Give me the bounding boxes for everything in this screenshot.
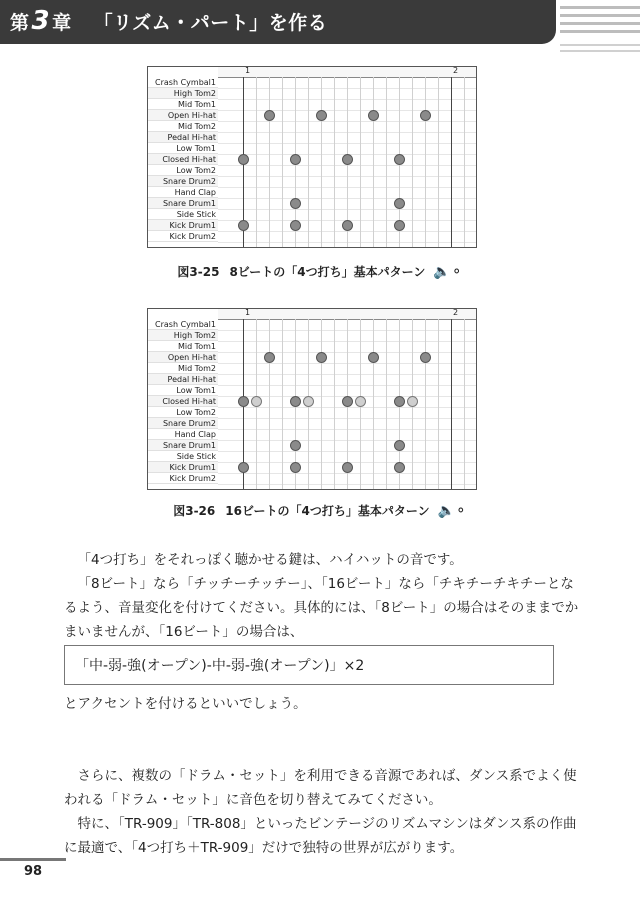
paragraph-5: 特に、「TR-909」「TR-808」といったビンテージのリズムマシンはダンス系の作曲に最適で、「4つ打ち＋TR-909」だけで独特の世界が広がります。 bbox=[64, 816, 577, 856]
instrument-label: High Tom2 bbox=[148, 88, 218, 99]
instrument-label: Mid Tom1 bbox=[148, 99, 218, 110]
note-dot[interactable] bbox=[238, 462, 249, 473]
instrument-label: Closed Hi-hat bbox=[148, 396, 218, 407]
instrument-label: Crash Cymbal1 bbox=[148, 77, 218, 88]
instrument-label: Open Hi-hat bbox=[148, 352, 218, 363]
note-dot[interactable] bbox=[394, 154, 405, 165]
chapter-suffix: 章 bbox=[52, 12, 72, 34]
step-gridline bbox=[256, 77, 257, 247]
step-gridline bbox=[308, 77, 309, 247]
drum-grid-8beat bbox=[147, 66, 477, 248]
instrument-label: Mid Tom2 bbox=[148, 363, 218, 374]
step-gridline bbox=[425, 77, 426, 247]
note-dot[interactable] bbox=[238, 396, 249, 407]
drum-grid-16beat bbox=[147, 308, 477, 490]
instrument-labels bbox=[148, 77, 218, 242]
note-dot[interactable] bbox=[290, 198, 301, 209]
instrument-label: Open Hi-hat bbox=[148, 110, 218, 121]
instrument-label: Snare Drum2 bbox=[148, 176, 218, 187]
paragraph-3: とアクセントを付けるといいでしょう。 bbox=[64, 696, 307, 712]
chapter-name: 「リズム・パート」を作る bbox=[93, 12, 328, 34]
instrument-label: Low Tom1 bbox=[148, 143, 218, 154]
instrument-label: Crash Cymbal1 bbox=[148, 319, 218, 330]
instrument-label: Snare Drum1 bbox=[148, 440, 218, 451]
instrument-label: Kick Drum2 bbox=[148, 473, 218, 484]
chapter-title bbox=[10, 6, 327, 36]
note-dot[interactable] bbox=[264, 110, 275, 121]
instrument-label: Snare Drum2 bbox=[148, 418, 218, 429]
page-number-bar bbox=[0, 858, 66, 861]
step-gridline bbox=[321, 77, 322, 247]
note-dot[interactable] bbox=[355, 396, 366, 407]
instrument-label: Mid Tom1 bbox=[148, 341, 218, 352]
note-dot[interactable] bbox=[303, 396, 314, 407]
caption-text: 8ビートの「4つ打ち」基本パターン bbox=[229, 265, 426, 279]
instrument-label: Pedal Hi-hat bbox=[148, 374, 218, 385]
step-gridline bbox=[360, 77, 361, 247]
note-dot[interactable] bbox=[251, 396, 262, 407]
audio-ear-icon: 🔈⚬ bbox=[437, 503, 467, 519]
step-gridline bbox=[269, 319, 270, 489]
step-gridline bbox=[425, 319, 426, 489]
instrument-label: Hand Clap bbox=[148, 187, 218, 198]
step-gridline bbox=[321, 319, 322, 489]
caption-number: 図3-25 bbox=[177, 265, 220, 279]
step-gridline bbox=[282, 77, 283, 247]
step-gridline bbox=[269, 77, 270, 247]
header-stripes-lower bbox=[560, 44, 640, 56]
note-dot[interactable] bbox=[394, 396, 405, 407]
step-gridline bbox=[282, 319, 283, 489]
note-dot[interactable] bbox=[342, 462, 353, 473]
note-dot[interactable] bbox=[394, 440, 405, 451]
note-dot[interactable] bbox=[342, 220, 353, 231]
note-dot[interactable] bbox=[407, 396, 418, 407]
bar-number: 1 bbox=[245, 66, 251, 75]
instrument-labels bbox=[148, 319, 218, 484]
note-dot[interactable] bbox=[342, 154, 353, 165]
bar-number: 1 bbox=[245, 308, 251, 317]
note-dot[interactable] bbox=[342, 396, 353, 407]
instrument-label: Pedal Hi-hat bbox=[148, 132, 218, 143]
step-cells bbox=[218, 309, 476, 489]
step-gridline bbox=[438, 77, 439, 247]
instrument-label: Kick Drum1 bbox=[148, 462, 218, 473]
note-dot[interactable] bbox=[394, 462, 405, 473]
note-dot[interactable] bbox=[368, 352, 379, 363]
note-dot[interactable] bbox=[264, 352, 275, 363]
caption-text: 16ビートの「4つ打ち」基本パターン bbox=[225, 504, 430, 518]
note-dot[interactable] bbox=[290, 440, 301, 451]
step-cells bbox=[218, 67, 476, 247]
step-gridline bbox=[438, 319, 439, 489]
chapter-header-bar bbox=[0, 0, 556, 44]
chapter-prefix: 第 bbox=[10, 12, 30, 34]
step-gridline bbox=[412, 77, 413, 247]
note-dot[interactable] bbox=[238, 220, 249, 231]
figure-caption-2 bbox=[0, 502, 640, 519]
note-dot[interactable] bbox=[290, 462, 301, 473]
instrument-label: High Tom2 bbox=[148, 330, 218, 341]
note-dot[interactable] bbox=[316, 352, 327, 363]
instrument-label: Side Stick bbox=[148, 209, 218, 220]
instrument-label: Side Stick bbox=[148, 451, 218, 462]
step-gridline bbox=[451, 319, 452, 489]
note-dot[interactable] bbox=[316, 110, 327, 121]
note-dot[interactable] bbox=[368, 110, 379, 121]
bar-number: 2 bbox=[453, 66, 459, 75]
instrument-label: Closed Hi-hat bbox=[148, 154, 218, 165]
step-gridline bbox=[373, 319, 374, 489]
note-dot[interactable] bbox=[290, 154, 301, 165]
header-stripes bbox=[560, 6, 640, 38]
paragraph-1: 「4つ打ち」をそれっぽく聴かせる鍵は、ハイハットの音です。 bbox=[77, 552, 463, 568]
instrument-label: Kick Drum1 bbox=[148, 220, 218, 231]
note-dot[interactable] bbox=[290, 220, 301, 231]
note-dot[interactable] bbox=[290, 396, 301, 407]
step-gridline bbox=[386, 77, 387, 247]
instrument-label: Low Tom1 bbox=[148, 385, 218, 396]
step-gridline bbox=[464, 77, 465, 247]
instrument-label: Low Tom2 bbox=[148, 165, 218, 176]
audio-ear-icon: 🔈⚬ bbox=[433, 264, 463, 280]
note-dot[interactable] bbox=[394, 220, 405, 231]
step-gridline bbox=[334, 319, 335, 489]
paragraph-4: さらに、複数の「ドラム・セット」を利用できる音源であれば、ダンス系でよく使われる「ドラム・セット」に音色を切り替えてみてください。 bbox=[64, 768, 577, 808]
step-gridline bbox=[386, 319, 387, 489]
step-gridline bbox=[373, 77, 374, 247]
note-dot[interactable] bbox=[420, 110, 431, 121]
instrument-label: Snare Drum1 bbox=[148, 198, 218, 209]
instrument-label: Hand Clap bbox=[148, 429, 218, 440]
step-gridline bbox=[451, 77, 452, 247]
instrument-label: Mid Tom2 bbox=[148, 121, 218, 132]
bar-number: 2 bbox=[453, 308, 459, 317]
figure-caption-1 bbox=[0, 263, 640, 280]
instrument-label: Kick Drum2 bbox=[148, 231, 218, 242]
accent-pattern-box: 「中-弱-強(オープン)-中-弱-強(オープン)」×2 bbox=[64, 645, 554, 685]
chapter-number: 3 bbox=[31, 6, 51, 36]
instrument-label: Low Tom2 bbox=[148, 407, 218, 418]
page-number: 98 bbox=[23, 864, 43, 879]
note-dot[interactable] bbox=[238, 154, 249, 165]
caption-number: 図3-26 bbox=[173, 504, 216, 518]
step-gridline bbox=[334, 77, 335, 247]
note-dot[interactable] bbox=[394, 198, 405, 209]
note-dot[interactable] bbox=[420, 352, 431, 363]
step-gridline bbox=[464, 319, 465, 489]
paragraph-2: 「8ビート」なら「チッチーチッチー」、「16ビート」なら「チキチーチキチーとなるよう、音量変化を付けてください。具体的には、「8ビート」の場合はそのままでかまいませんが、「16ビート」の場合は、 bbox=[64, 576, 579, 640]
